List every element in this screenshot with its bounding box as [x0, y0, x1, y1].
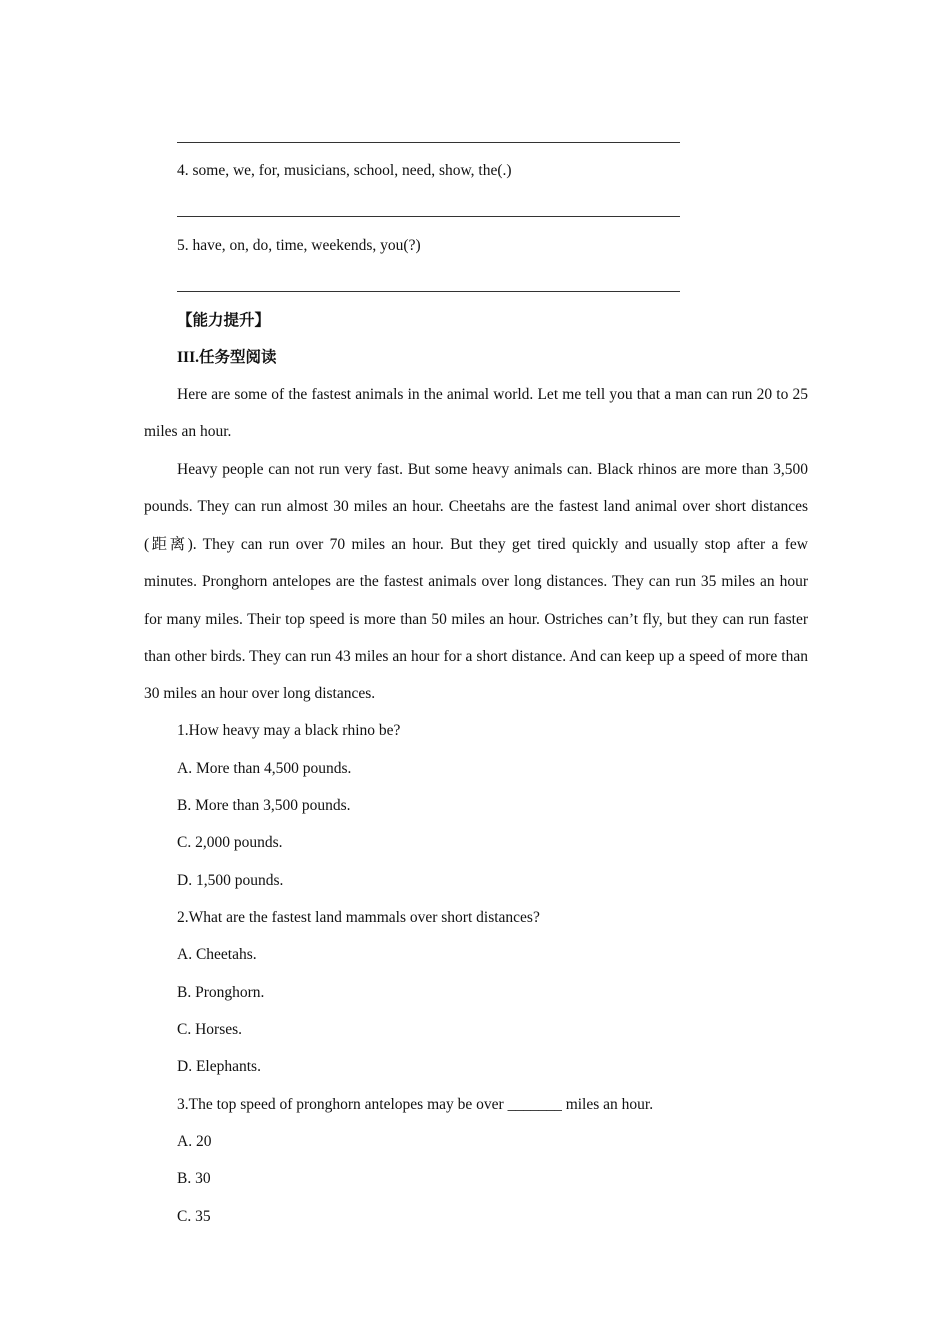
option-a: A. More than 4,500 pounds.: [177, 760, 352, 777]
option-b: B. More than 3,500 pounds.: [177, 797, 351, 814]
question-stem: 3.The top speed of pronghorn antelopes may be over _______ miles an hour.: [177, 1096, 654, 1113]
answer-blank-line: [177, 291, 680, 292]
answer-blank-line: [177, 142, 680, 143]
option-b: B. 30: [177, 1170, 211, 1187]
option-a: A. Cheetahs.: [177, 946, 257, 963]
option-d: D. Elephants.: [177, 1058, 261, 1075]
passage-paragraph-2: Heavy people can not run very fast. But some heavy animals can. Black rhinos are more than 3,500 pounds. They can run almost 30 miles an hour. Cheetahs are the fastest land animal over short distances (距离). They can run over 70 miles an hour. But they get tired quickly and usually stop after a few minutes. Pronghorn antelopes are the fastest animals over long distances. They can run 35 miles an hour for many miles. Their top speed is more than 50 miles an hour. Ostriches can’t fly, but they can run faster than other birds. They can run 43 miles an hour for a short distance. And can keep up a speed of more than 30 miles an hour over long distances.: [144, 461, 808, 703]
option-d: D. 1,500 pounds.: [177, 872, 284, 889]
option-c: C. 2,000 pounds.: [177, 834, 283, 851]
question-stem: 2.What are the fastest land mammals over short distances?: [177, 909, 540, 926]
option-c: C. 35: [177, 1208, 211, 1225]
question-stem: 1.How heavy may a black rhino be?: [177, 722, 401, 739]
option-a: A. 20: [177, 1133, 212, 1150]
option-b: B. Pronghorn.: [177, 984, 265, 1001]
passage-paragraph-1: Here are some of the fastest animals in the animal world. Let me tell you that a man can run 20 to 25 miles an hour.: [144, 386, 808, 441]
question-4: 4. some, we, for, musicians, school, need, show, the(.): [177, 162, 512, 179]
answer-blank-line: [177, 216, 680, 217]
option-c: C. Horses.: [177, 1021, 243, 1038]
section-heading: 【能力提升】: [177, 312, 271, 329]
section-title: III.任务型阅读: [177, 349, 277, 366]
question-5: 5. have, on, do, time, weekends, you(?): [177, 237, 421, 254]
